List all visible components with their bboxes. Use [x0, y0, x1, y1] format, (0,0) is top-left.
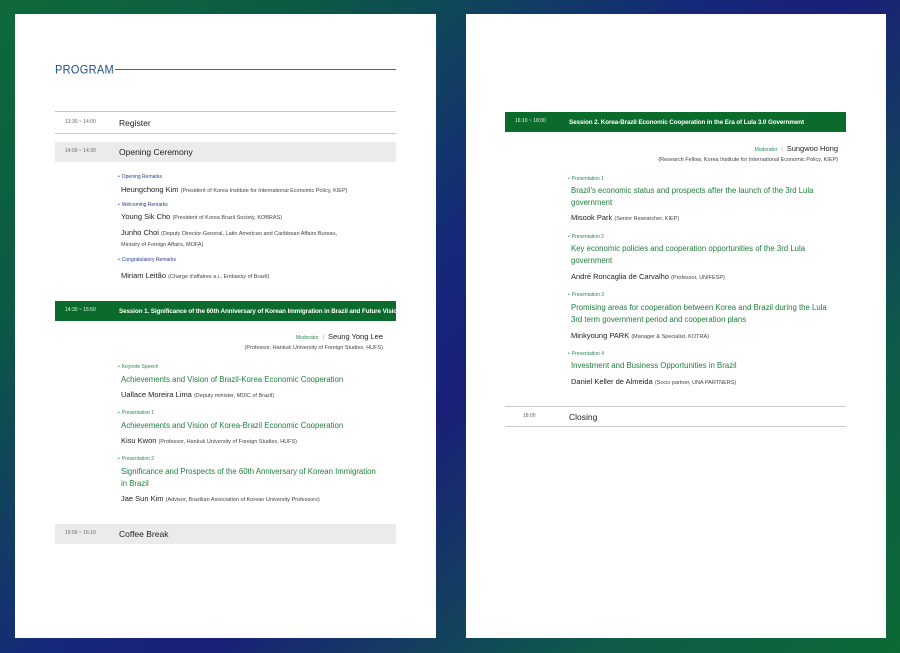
row-time: 13:30 ~ 14:00: [65, 119, 96, 125]
presentation-1-label: • Presentation 1: [568, 176, 605, 182]
moderator: Moderator | Sungwoo Hong: [754, 144, 838, 153]
row-label: Register: [119, 118, 151, 128]
presentation-1-title: Achievements and Vision of Korea-Brazil Economic Cooperation: [121, 421, 344, 430]
moderator: Moderator | Seung Yong Lee: [295, 332, 383, 341]
presentation-3-title: Promising areas for cooperation between Korea and Brazil during the Lula: [571, 303, 827, 312]
presentation-3-label: • Presentation 3: [568, 292, 605, 298]
speaker: Heungchong Kim (President of Korea Institute for International Economic Policy, KIEP): [121, 185, 348, 194]
presentation-1-title-cont: government: [571, 198, 613, 207]
program-title: PROGRAM: [55, 63, 114, 77]
left-page: [15, 14, 436, 638]
presentation-3-title-cont: 3rd term government period and cooperation plans: [571, 315, 747, 324]
speaker: Jae Sun Kim (Advisor, Brazilian Association of Korean University Professors): [121, 494, 320, 503]
congratulatory-remarks-label: • Congratulatory Remarks: [118, 257, 176, 263]
speaker: Uallace Moreira Lima (Deputy minister, MDIC of Brazil): [121, 390, 275, 399]
opening-remarks-label: • Opening Remarks: [118, 174, 163, 180]
presentation-4-title: Investment and Business Opportunities in Brazil: [571, 361, 737, 370]
divider: [55, 133, 396, 134]
title-divider: [115, 69, 396, 70]
welcoming-remarks-label: • Welcoming Remarks: [118, 202, 168, 208]
row-time: 14:30 ~ 15:50: [65, 307, 96, 313]
presentation-2-label: • Presentation 2: [568, 234, 605, 240]
speaker: Minkyoung PARK (Manager & Specialist, KOTRA): [571, 331, 709, 340]
row-label: Session 1. Significance of the 60th Anniversary of Korean Immigration in Brazil and Future Vision: [119, 308, 401, 315]
speaker: Junho Choi (Deputy Director-General, Latin American and Caribbean Affairs Bureau,: [121, 228, 338, 237]
forum-title-footer: The 12th Korea-Brazil Business Forum: [555, 622, 835, 640]
speaker: Kisu Kwon (Professor, Hankuk University of Foreign Studies, HUFS): [121, 436, 297, 445]
row-time: 14:00 ~ 14:30: [65, 148, 96, 154]
row-label: Opening Ceremony: [119, 147, 193, 157]
presentation-2-title: Key economic policies and cooperation opportunities of the 3rd Lula: [571, 244, 806, 253]
row-closing: [505, 407, 846, 427]
divider: [55, 111, 396, 112]
presentation-1-title: Brazil's economic status and prospects after the launch of the 3rd Lula: [571, 186, 814, 195]
row-register: [55, 113, 396, 133]
row-session-2: [505, 112, 846, 132]
row-label: Coffee Break: [119, 529, 169, 539]
row-time: 16:10 ~ 18:00: [515, 118, 546, 124]
presentation-4-label: • Presentation 4: [568, 351, 605, 357]
keynote-title: Achievements and Vision of Brazil-Korea Economic Cooperation: [121, 375, 344, 384]
presentation-2-label: • Presentation 2: [118, 456, 155, 462]
row-time: 18:00: [523, 413, 536, 419]
right-page: [466, 14, 886, 638]
row-coffee-break: [55, 524, 396, 544]
moderator-affiliation: (Research Fellow, Korea Institute for International Economic Policy, KIEP): [658, 157, 838, 163]
moderator-affiliation: (Professor, Hankuk University of Foreign Studies, HUFS): [244, 345, 383, 351]
presentation-2-title: Significance and Prospects of the 60th Anniversary of Korean Immigration: [121, 467, 376, 476]
presentation-2-title-cont: government: [571, 256, 613, 265]
presentation-2-title-cont: in Brazil: [121, 479, 149, 488]
speaker: André Roncaglia de Carvalho (Professor, UNIFESP): [571, 272, 725, 281]
row-time: 15:50 ~ 16:10: [65, 530, 96, 536]
row-session-1: [55, 301, 401, 321]
speaker: Miriam Leitão (Charge d'affaires a.i., Embassy of Brazil): [121, 271, 270, 280]
speaker: Young Sik Cho (President of Korea Brazil Society, KOBRAS): [121, 212, 283, 221]
keynote-label: • Keynote Speech: [118, 364, 159, 370]
divider: [505, 426, 846, 427]
speaker: Misook Park (Senior Researcher, KIEP): [571, 213, 680, 222]
presentation-1-label: • Presentation 1: [118, 410, 155, 416]
row-label: Session 2. Korea-Brazil Economic Cooperation in the Era of Lula 3.0 Government: [569, 119, 805, 126]
row-label: Closing: [569, 412, 598, 422]
row-opening: [55, 142, 396, 162]
speaker-affiliation: Ministry of Foreign Affairs, MOFA): [121, 242, 204, 248]
speaker: Daniel Keller de Almeida (Socio partner, UNA PARTNERS): [571, 377, 737, 386]
